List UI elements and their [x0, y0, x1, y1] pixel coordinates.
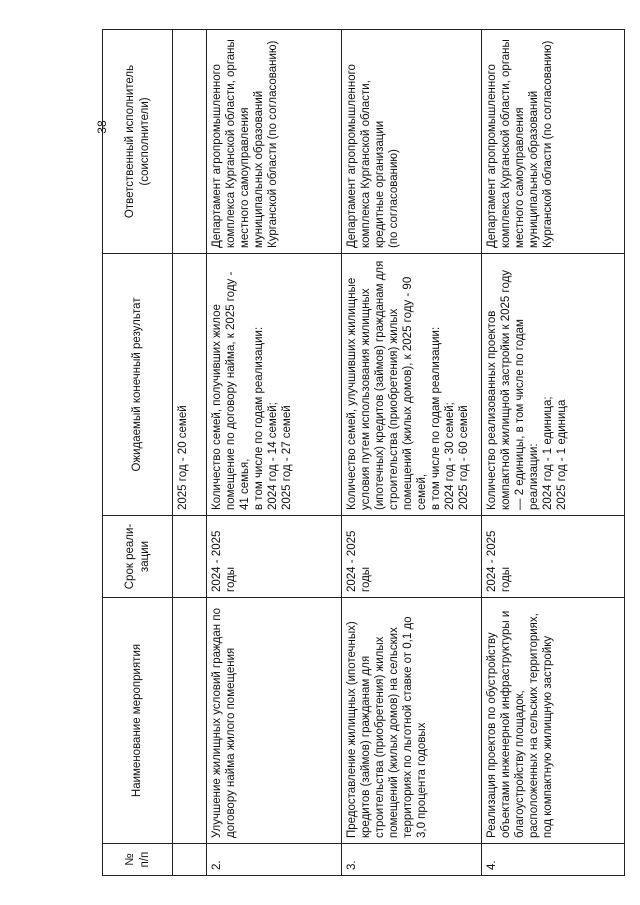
cont-executor: [173, 30, 207, 254]
row-term: 2024 - 2025 годы: [207, 516, 342, 598]
cont-name: [173, 598, 207, 844]
table-row: [342, 30, 482, 876]
table-row: [207, 30, 342, 876]
row-num: 4.: [482, 844, 625, 876]
cont-term: [173, 516, 207, 598]
header-result: Ожидаемый конечный результат: [103, 254, 173, 516]
header-name: Наименование мероприятия: [103, 598, 173, 844]
row-num: 3.: [342, 844, 482, 876]
row-result: Количество семей, улучшивших жилищные условия путем использования жилищных (ипотечных) кредитов (займов) гражданам для строительства (приобретения) жилых помещений (жилых домов), к 2025 году - 90 семей, в том числе по годам реализации: 2024 год - 30 семей; 2025 год - 60 семей: [342, 254, 482, 516]
continuation-row: [173, 30, 207, 876]
row-result: Количество реализованных проектов компактной жилищной застройки к 2025 году — 2 единицы, в том числе по годам реализации: 2024 год - 1 единица; 2025 год - 1 единица: [482, 254, 625, 516]
header-term: Срок реали- зации: [103, 516, 173, 598]
row-term: 2024 - 2025 годы: [482, 516, 625, 598]
row-num: 2.: [207, 844, 342, 876]
row-name: Улучшение жилищных условий граждан по договору найма жилого помещения: [207, 598, 342, 844]
row-term: 2024 - 2025 годы: [342, 516, 482, 598]
cont-num: [173, 844, 207, 876]
header-num: № п/п: [103, 844, 173, 876]
header-executor: Ответственный исполнитель (соисполнители): [103, 30, 173, 254]
table-row: [482, 30, 625, 876]
activities-table: [102, 29, 625, 876]
cont-result: 2025 год - 20 семей: [173, 254, 207, 516]
row-result: Количество семей, получивших жилое помещение по договору найма, к 2025 году - 41 семья, в том числе по годам реализации: 2024 год - 14 семей; 2025 год - 27 семей: [207, 254, 342, 516]
row-name: Предоставление жилищных (ипотечных) кредитов (займов) гражданам для строительства (приобретения) жилых помещений (жилых домов) на сельских территориях по льготной ставке от 0,1 до 3,0 процента годовых: [342, 598, 482, 844]
rotated-table-container: [102, 30, 624, 876]
row-executor: Департамент агропромышленного комплекса Курганской области, кредитные организации (по согласованию): [342, 30, 482, 254]
row-executor: Департамент агропромышленного комплекса Курганской области, органы местного самоуправления муниципальных образований Курганской области (по согласованию): [482, 30, 625, 254]
table-header-row: [103, 30, 173, 876]
row-executor: Департамент агропромышленного комплекса Курганской области, органы местного самоуправления муниципальных образований Курганской области (по согласованию): [207, 30, 342, 254]
page-number: 38: [95, 120, 109, 134]
row-name: Реализация проектов по обустройству объектами инженерной инфраструктуры и благоустройству площадок, расположенных на сельских территориях, под компактную жилищную застройку: [482, 598, 625, 844]
